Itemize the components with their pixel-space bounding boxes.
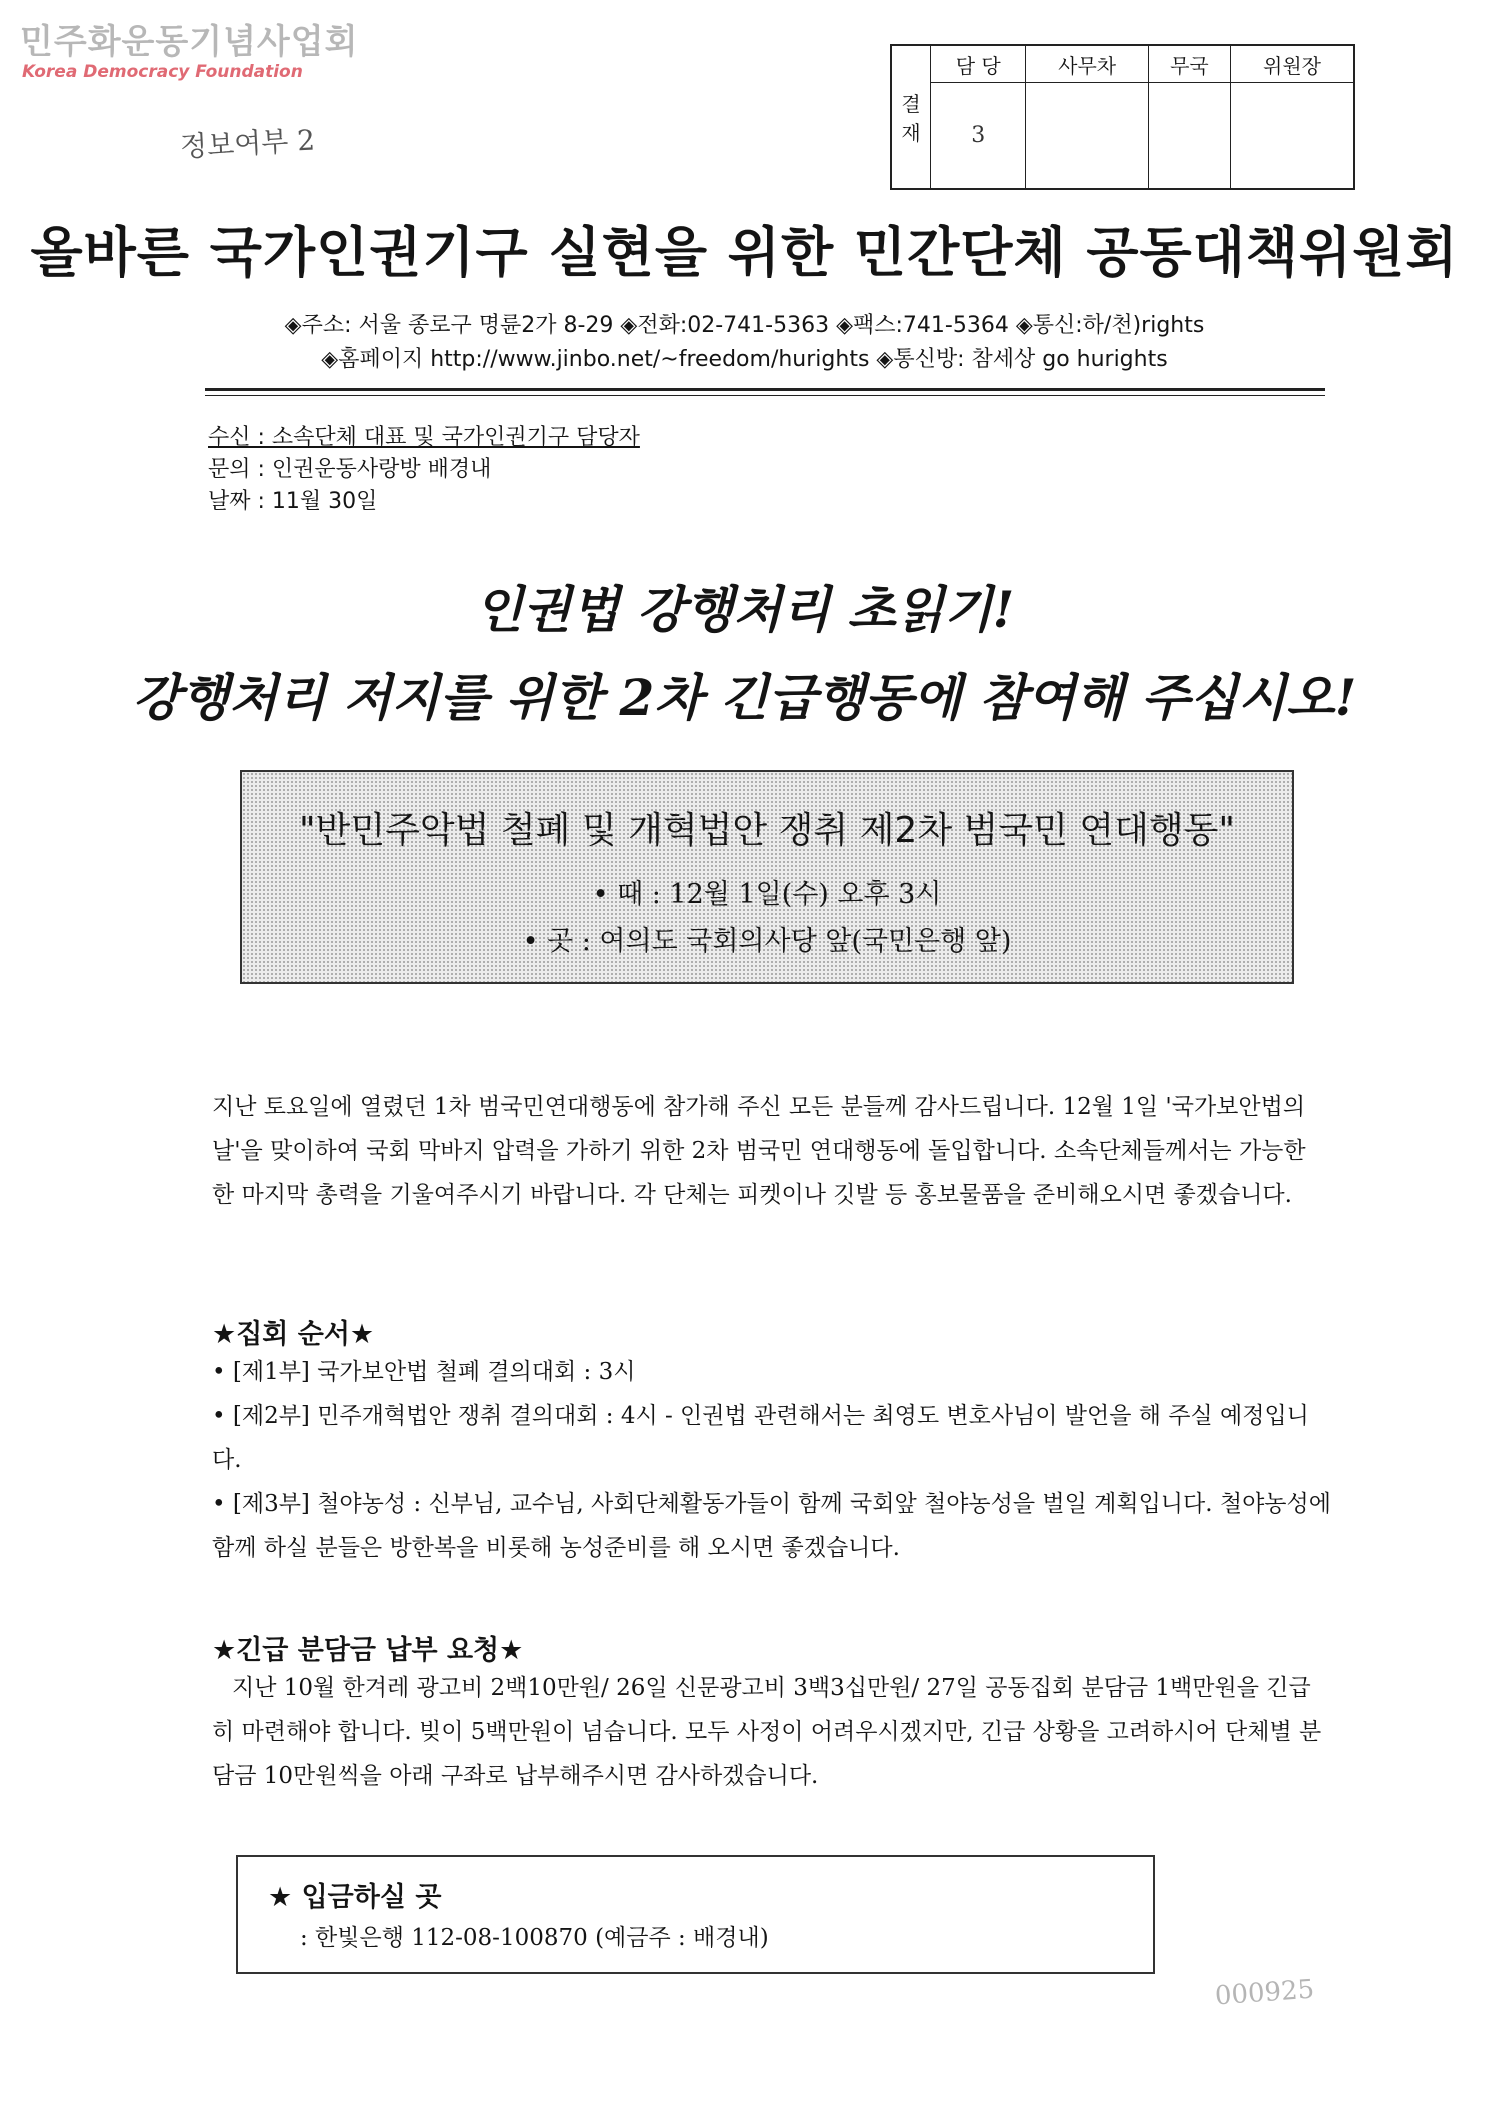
program-item-2: • [제2부] 민주개혁법안 쟁취 결의대회 : 4시 - 인권법 관련해서는 최영도 변호사님이 발언을 해 주실 예정입니다. <box>212 1403 1309 1473</box>
deposit-title: ★ 입금하실 곳 <box>268 1882 442 1913</box>
deposit-box <box>236 1855 1155 1974</box>
program-list <box>212 1350 1332 1570</box>
event-box <box>240 770 1294 984</box>
approval-cell-4 <box>1231 83 1354 190</box>
approval-side-label: 결재 <box>891 45 931 189</box>
approval-col-1: 담 당 <box>931 45 1026 83</box>
contact-line-1: ◈주소: 서울 종로구 명륜2가 8-29 ◈전화:02-741-5363 ◈팩스:741-5364 ◈통신:하/천)rights <box>284 313 1205 338</box>
event-when: • 때 : 12월 1일(수) 오후 3시 <box>592 879 942 910</box>
handwritten-note: 정보여부 2 <box>179 123 316 164</box>
page-mark: 000925 <box>1214 1974 1316 2012</box>
watermark-english: Korea Democracy Foundation <box>22 62 303 82</box>
intro-paragraph: 지난 토요일에 열렸던 1차 범국민연대행동에 참가해 주신 모든 분들께 감사드립니다. 12월 1일 '국가보안법의 날'을 맞이하여 국회 막바지 압력을 가하기 위한 2차 범국민 연대행동에 돌입합니다. 소속단체들께서는 가능한 한 마지막 총력을 기울여주시기 바랍니다. 각 단체는 피켓이나 깃발 등 홍보물품을 준비해오시면 좋겠습니다. <box>212 1094 1306 1208</box>
memo-date: 날짜 : 11월 30일 <box>208 489 378 514</box>
headline-line-1: 인권법 강행처리 초읽기! <box>474 580 1015 639</box>
deposit-account: : 한빛은행 112-08-100870 (예금주 : 배경내) <box>300 1925 769 1951</box>
funding-paragraph: 지난 10월 한겨레 광고비 2백10만원/ 26일 신문광고비 3백3십만원/ 27일 공동집회 분담금 1백만원을 긴급히 마련해야 합니다. 빚이 5백만원이 넘습니다. 모두 사정이 어려우시겠지만, 긴급 상황을 고려하시어 단체별 분담금 10만원씩을 아래 구좌로 납부해주시면 감사하겠습니다. <box>212 1675 1322 1789</box>
approval-grid <box>890 44 1355 190</box>
memo-recipient: 수신 : 소속단체 대표 및 국가인권기구 담당자 <box>208 425 640 450</box>
committee-title: 올바른 국가인권기구 실현을 위한 민간단체 공동대책위원회 <box>30 221 1459 284</box>
headline-line-2: 강행처리 저지를 위한 2차 긴급행동에 참여해 주십시오! <box>132 668 1357 727</box>
memo-inquiry: 문의 : 인권운동사랑방 배경내 <box>208 457 492 482</box>
approval-col-2: 사무차 <box>1026 45 1148 83</box>
program-item-1: • [제1부] 국가보안법 철폐 결의대회 : 3시 <box>212 1359 636 1385</box>
program-item-3: • [제3부] 철야농성 : 신부님, 교수님, 사회단체활동가들이 함께 국회앞 철야농성을 벌일 계획입니다. 철야농성에 함께 하실 분들은 방한복을 비롯해 농성준비를 해 오시면 좋겠습니다. <box>212 1491 1331 1561</box>
event-where: • 곳 : 여의도 국회의사당 앞(국민은행 앞) <box>522 926 1012 957</box>
approval-signature: 3 <box>931 83 1026 190</box>
approval-col-3: 무국 <box>1148 45 1230 83</box>
program-heading: ★집회 순서★ <box>212 1319 375 1350</box>
approval-col-4: 위원장 <box>1231 45 1354 83</box>
header-rule <box>205 388 1325 391</box>
watermark-korean: 민주화운동기념사업회 <box>20 22 359 62</box>
event-title: "반민주악법 철폐 및 개혁법안 쟁취 제2차 범국민 연대행동" <box>299 810 1235 851</box>
approval-cell-2 <box>1026 83 1148 190</box>
funding-heading: ★긴급 분담금 납부 요청★ <box>212 1635 524 1666</box>
approval-cell-3 <box>1148 83 1230 190</box>
header-rule-thin <box>205 395 1325 396</box>
contact-line-2: ◈홈페이지 http://www.jinbo.net/~freedom/hurights ◈통신방: 참세상 go hurights <box>321 347 1168 372</box>
